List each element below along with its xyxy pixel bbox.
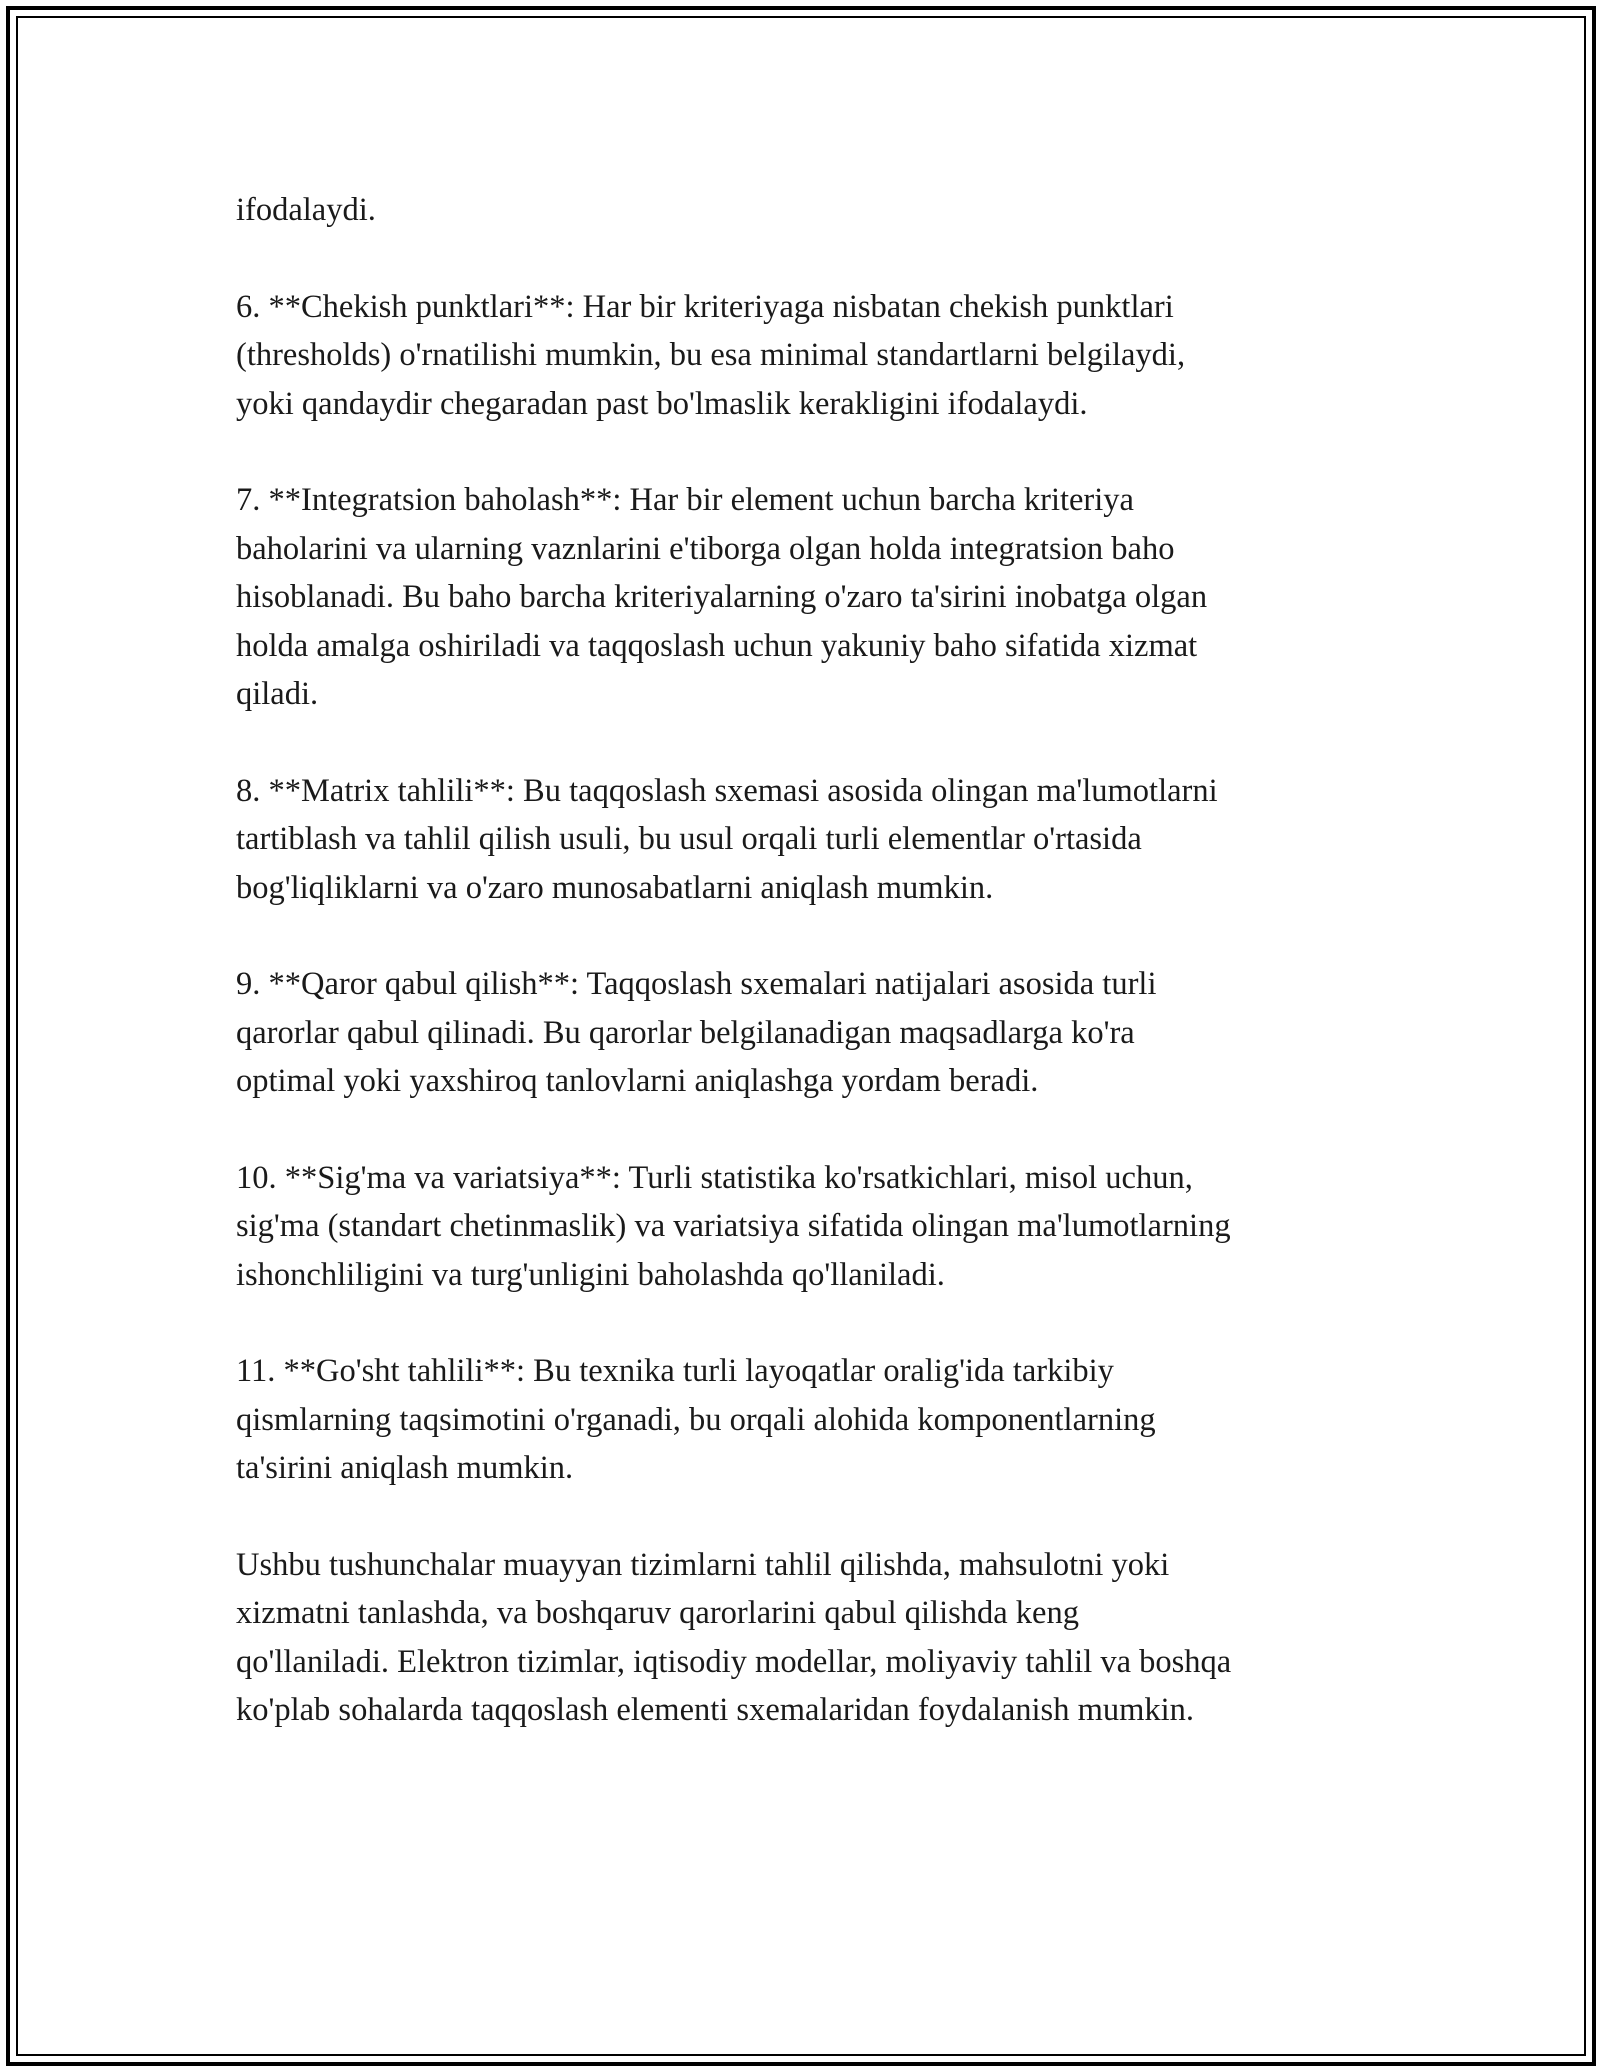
text-line: 10. **Sig'ma va variatsiya**: Turli statistika ko'rsatkichlari, misol uchun, [236, 1159, 1193, 1196]
paragraph-continuation [236, 186, 1376, 235]
text-line: 7. **Integratsion baholash**: Har bir element uchun barcha kriteriya [236, 482, 1134, 518]
text-line: qiladi. [236, 676, 319, 712]
paragraph-item-9 [236, 960, 1376, 1106]
text-line: xizmatni tanlashda, va boshqaruv qarorlarini qabul qilishda keng [236, 1595, 1079, 1631]
text-line: yoki qandaydir chegaradan past bo'lmaslik kerakligini ifodalaydi. [236, 385, 1088, 422]
paragraph-item-7 [236, 476, 1376, 719]
text-line: ko'plab sohalarda taqqoslash elementi sxemalaridan foydalanish mumkin. [236, 1692, 1195, 1728]
text-line: optimal yoki yaxshiroq tanlovlarni aniqlashga yordam beradi. [236, 1063, 1039, 1099]
text-line: ishonchliligini va turg'unligini baholashda qo'llaniladi. [236, 1256, 945, 1293]
text-line: bog'liqliklarni va o'zaro munosabatlarni aniqlash mumkin. [236, 869, 994, 906]
text-line: 6. **Chekish punktlari**: Har bir kriteriyaga nisbatan chekish punktlari [236, 288, 1174, 325]
text-line: qarorlar qabul qilinadi. Bu qarorlar belgilanadigan maqsadlarga ko'ra [236, 1014, 1135, 1051]
text-line: 8. **Matrix tahlili**: Bu taqqoslash sxemasi asosida olingan ma'lumotlarni [236, 772, 1218, 809]
text-line: tartiblash va tahlil qilish usuli, bu usul orqali turli elementlar o'rtasida [236, 821, 1142, 857]
text-line: 11. **Go'sht tahlili**: Bu texnika turli layoqatlar oralig'ida tarkibiy [236, 1353, 1114, 1389]
text-line: holda amalga oshiriladi va taqqoslash uchun yakuniy baho sifatida xizmat [236, 627, 1198, 664]
paragraph-item-10 [236, 1154, 1376, 1300]
text-line: sig'ma (standart chetinmaslik) va variatsiya sifatida olingan ma'lumotlarning [236, 1208, 1231, 1244]
text-line: qismlarning taqsimotini o'rganadi, bu orqali alohida komponentlarning [236, 1401, 1156, 1438]
paragraph-item-6 [236, 283, 1376, 429]
text-line: baholarini va ularning vaznlarini e'tiborga olgan holda integratsion baho [236, 530, 1175, 567]
paragraph-item-11 [236, 1347, 1376, 1493]
text-line: ifodalaydi. [236, 192, 376, 228]
text-line: qo'llaniladi. Elektron tizimlar, iqtisodiy modellar, moliyaviy tahlil va boshqa [236, 1643, 1232, 1680]
text-line: hisoblanadi. Bu baho barcha kriteriyalarning o'zaro ta'sirini inobatga olgan [236, 579, 1208, 615]
text-line: Ushbu tushunchalar muayyan tizimlarni tahlil qilishda, mahsulotni yoki [236, 1546, 1170, 1583]
text-line: ta'sirini aniqlash mumkin. [236, 1450, 574, 1486]
paragraph-item-8 [236, 767, 1376, 913]
document-body [236, 186, 1376, 1783]
text-line: 9. **Qaror qabul qilish**: Taqqoslash sxemalari natijalari asosida turli [236, 966, 1157, 1002]
paragraph-summary [236, 1541, 1376, 1735]
text-line: (thresholds) o'rnatilishi mumkin, bu esa minimal standartlarni belgilaydi, [236, 337, 1186, 373]
